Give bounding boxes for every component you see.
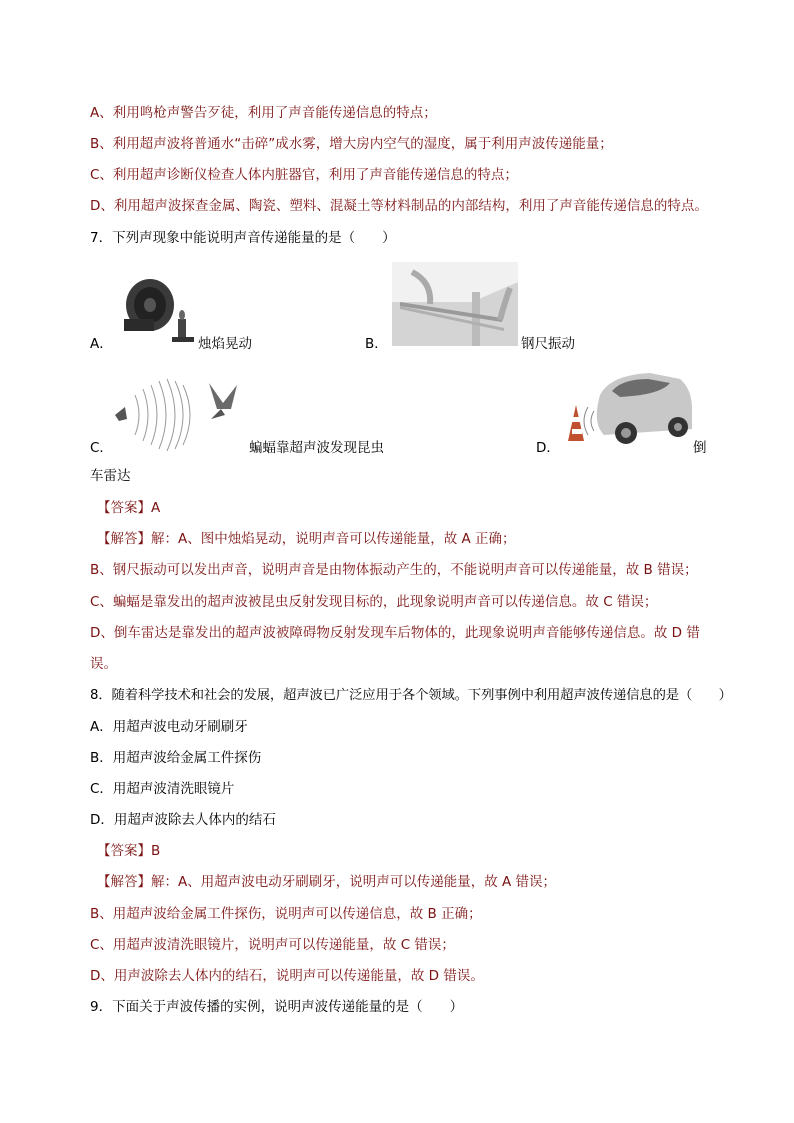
- q8-answer: [97, 841, 160, 861]
- q7-analysis-line-1: [97, 529, 516, 549]
- q7-option-b-caption: 钢尺振动: [521, 336, 575, 352]
- q7-option-c-letter: C．: [90, 440, 113, 456]
- q8-analysis-line-3: C、用超声波清洗眼镜片，说明声可以传递能量，故 C 错误；: [90, 937, 455, 953]
- q9-stem: 9．下面关于声波传播的实例，说明声波传递能量的是（ ）: [90, 999, 464, 1015]
- q7-option-c-caption: 蝙蝠靠超声波发现昆虫: [249, 440, 384, 456]
- prev-explanation-b: B、利用超声波将普通水“击碎”成水雾，增大房内空气的湿度，属于利用声波传递能量；: [90, 136, 613, 152]
- q7-analysis-line-3: C、蝙蝠是靠发出的超声波被昆虫反射发现目标的，此现象说明声音可以传递信息。故 C 错误；: [90, 594, 658, 610]
- q7-analysis-text-1: 解：A、图中烛焰晃动，说明声音可以传递能量，故 A 正确；: [151, 531, 516, 547]
- q8-option-c: C．用超声波清洗眼镜片: [90, 781, 235, 797]
- car-radar-image: [560, 365, 696, 453]
- q7-analysis-tag: 【解答】: [97, 531, 151, 547]
- q8-stem: 8．随着科学技术和社会的发展，超声波已广泛应用于各个领域。下列事例中利用超声波传递信息的是（ ）: [90, 688, 732, 703]
- q8-analysis-tag: 【解答】: [97, 874, 151, 890]
- steel-ruler-image: [392, 262, 518, 346]
- prev-explanation-d: D、利用超声波探查金属、陶瓷、塑料、混凝土等材料制品的内部结构，利用了声音能传递信息的特点。: [90, 198, 708, 214]
- q8-analysis-line-4: D、用声波除去人体内的结石，说明声可以传递能量，故 D 错误。: [90, 968, 484, 984]
- q7-answer-tag: 【答案】: [97, 500, 151, 516]
- q7-stem: 7．下列声现象中能说明声音传递能量的是（ ）: [90, 230, 396, 246]
- q8-analysis-line-1: [97, 872, 556, 892]
- q7-option-d-caption-part1: 倒: [693, 440, 707, 456]
- q7-option-d-caption-part2: 车雷达: [90, 468, 131, 484]
- q7-answer: [97, 498, 160, 518]
- q8-analysis-text-1: 解：A、用超声波电动牙刷刷牙，说明声可以传递能量，故 A 错误；: [151, 874, 557, 890]
- q8-answer-tag: 【答案】: [97, 843, 151, 859]
- speaker-candle-image: [118, 275, 198, 347]
- prev-explanation-a: A、利用鸣枪声警告歹徒，利用了声音能传递信息的特点；: [90, 105, 437, 121]
- q8-option-b: B．用超声波给金属工件探伤: [90, 750, 262, 766]
- q7-answer-value: A: [151, 500, 161, 516]
- q7-option-a-letter: A．: [90, 336, 113, 352]
- q8-answer-value: B: [151, 843, 161, 859]
- q7-analysis-line-2: B、钢尺振动可以发出声音，说明声音是由物体振动产生的，不能说明声音可以传递能量，故 B 错误；: [90, 562, 698, 578]
- bat-ultrasound-image: [113, 375, 248, 453]
- q7-analysis-line-4: D、倒车雷达是靠发出的超声波被障碍物反射发现车后物体的，此现象说明声音能够传递信息。故 D 错: [90, 625, 700, 641]
- q7-option-a-caption: 烛焰晃动: [198, 336, 252, 352]
- q8-analysis-line-2: B、用超声波给金属工件探伤，说明声可以传递信息，故 B 正确；: [90, 906, 482, 922]
- prev-explanation-c: C、利用超声诊断仪检查人体内脏器官，利用了声音能传递信息的特点；: [90, 167, 518, 183]
- q7-option-d-letter: D．: [536, 440, 560, 456]
- q7-analysis-line-5: 误。: [90, 656, 117, 672]
- q8-option-d: D．用超声波除去人体内的结石: [90, 812, 276, 828]
- q8-option-a: A．用超声波电动牙刷刷牙: [90, 719, 248, 735]
- q7-option-b-letter: B．: [365, 336, 388, 352]
